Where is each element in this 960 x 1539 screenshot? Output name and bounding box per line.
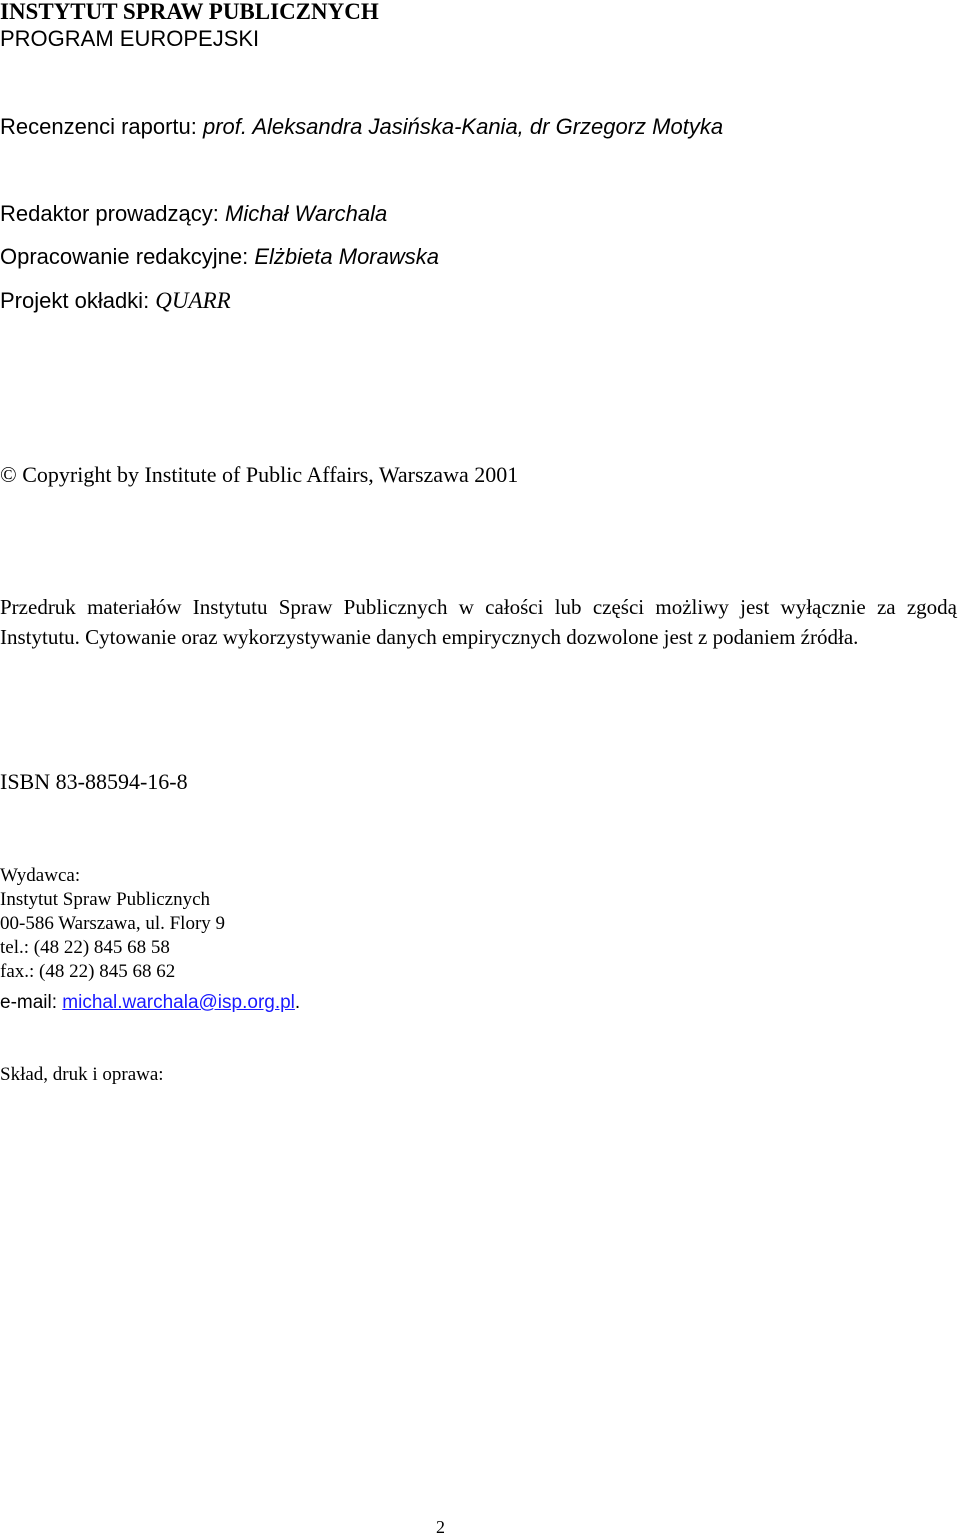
copy-editing-label: Opracowanie redakcyjne: bbox=[0, 244, 255, 269]
cover-design-label: Projekt okładki: bbox=[0, 288, 156, 313]
publisher-name: Instytut Spraw Publicznych bbox=[0, 889, 211, 910]
managing-editor-name: Michał Warchala bbox=[225, 201, 388, 226]
copy-editing-line bbox=[0, 244, 439, 270]
program-name: PROGRAM EUROPEJSKI bbox=[0, 26, 260, 51]
email-link[interactable]: michal.warchala@isp.org.pl bbox=[62, 992, 295, 1013]
publisher-email-line bbox=[0, 991, 300, 1015]
email-label: e-mail: bbox=[0, 992, 63, 1013]
page-number: 2 bbox=[436, 1517, 445, 1537]
reprint-notice: Przedruk materiałów Instytutu Spraw Publicznych w całości lub części możliwy jest wyłącznie za zgodą Instytutu. Cytowanie oraz wykorzystywanie danych empirycznych dozwolone jest z podaniem źródła. bbox=[0, 595, 957, 649]
managing-editor-label: Redaktor prowadzący: bbox=[0, 201, 225, 226]
reviewers-label: Recenzenci raportu: bbox=[0, 114, 203, 139]
publisher-fax: fax.: (48 22) 845 68 62 bbox=[0, 961, 176, 982]
reviewers-line bbox=[0, 114, 723, 140]
copyright-notice: © Copyright by Institute of Public Affairs, Warszawa 2001 bbox=[0, 462, 519, 487]
managing-editor-line bbox=[0, 201, 387, 227]
publisher-label: Wydawca: bbox=[0, 865, 81, 886]
isbn: ISBN 83-88594-16-8 bbox=[0, 769, 188, 794]
publisher-address: 00-586 Warszawa, ul. Flory 9 bbox=[0, 913, 226, 934]
institute-name: INSTYTUT SPRAW PUBLICZNYCH bbox=[0, 0, 379, 24]
cover-design-line bbox=[0, 288, 231, 314]
cover-design-name: QUARR bbox=[155, 288, 231, 313]
email-suffix: . bbox=[294, 992, 301, 1013]
reviewers-names: prof. Aleksandra Jasińska-Kania, dr Grzegorz Motyka bbox=[203, 114, 724, 139]
copy-editing-name: Elżbieta Morawska bbox=[254, 244, 439, 269]
printing-credit: Skład, druk i oprawa: bbox=[0, 1064, 164, 1085]
publisher-phone: tel.: (48 22) 845 68 58 bbox=[0, 937, 170, 958]
